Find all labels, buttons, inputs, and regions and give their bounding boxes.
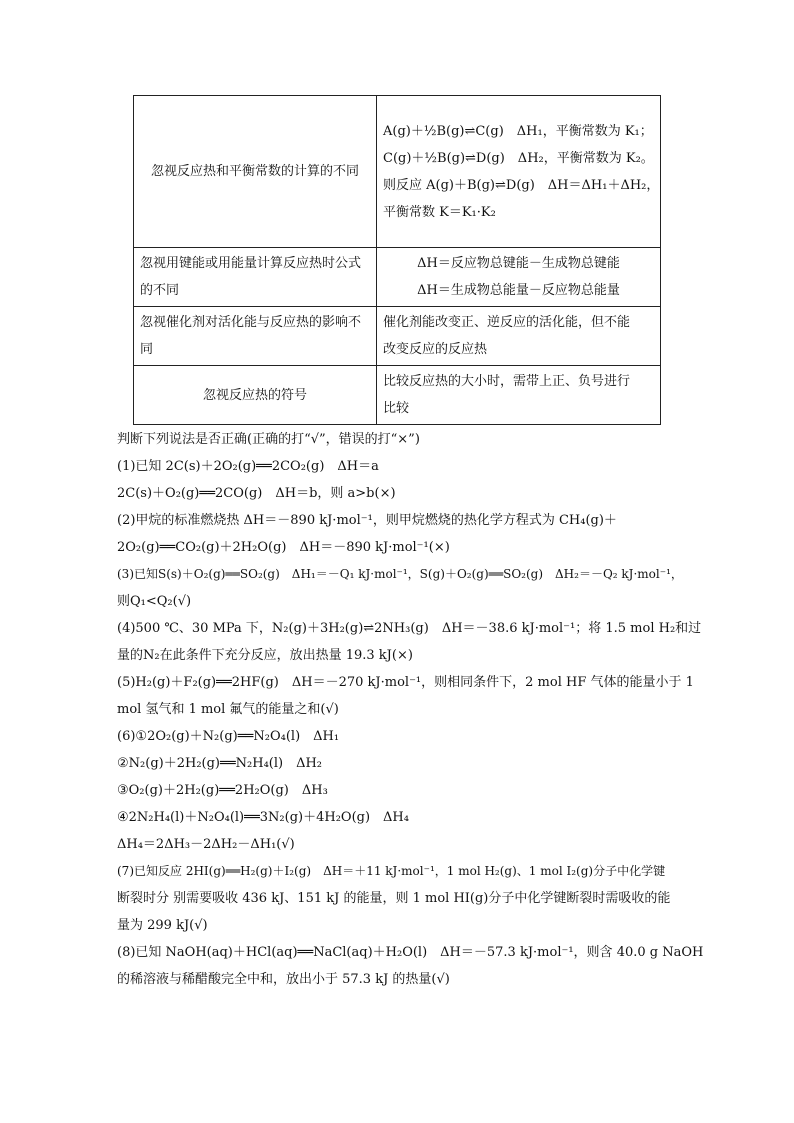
table-cell-pitfall: 忽视反应热的符号: [134, 366, 377, 425]
question-line: (4)500 ℃、30 MPa 下，N₂(g)＋3H₂(g)⇌2NH₃(g) ΔH＝－38.6 kJ·mol⁻¹；将 1.5 mol H₂和过: [117, 621, 702, 636]
question-line: (5)H₂(g)＋F₂(g)══2HF(g) ΔH＝－270 kJ·mol⁻¹，则相同条件下，2 mol HF 气体的能量小于 1: [117, 675, 694, 690]
question-line: (6)①2O₂(g)＋N₂(g)══N₂O₄(l) ΔH₁: [117, 729, 340, 744]
question-line: 量的N₂在此条件下充分反应，放出热量 19.3 kJ(×): [117, 648, 413, 663]
question-line: (8)已知 NaOH(aq)＋HCl(aq)══NaCl(aq)＋H₂O(l) ΔH＝－57.3 kJ·mol⁻¹，则含 40.0 g NaOH: [117, 945, 704, 960]
explanation-line: 比较反应热的大小时，需带上正、负号进行: [383, 374, 631, 389]
explanation-line: A(g)＋½B(g)⇌C(g) ΔH₁，平衡常数为 K₁；: [383, 123, 653, 139]
table-cell-pitfall: 忽视用键能或用能量计算反应热时公式的不同: [134, 248, 377, 307]
question-line: (3)已知S(s)＋O₂(g)══SO₂(g) ΔH₁＝－Q₁ kJ·mol⁻¹，S(g)＋O₂(g)══SO₂(g) ΔH₂＝－Q₂ kJ·mol⁻¹，: [117, 567, 683, 581]
explanation-line: ΔH＝反应物总键能－生成物总键能: [417, 256, 620, 271]
question-line: ④2N₂H₄(l)＋N₂O₄(l)══3N₂(g)＋4H₂O(g) ΔH₄: [117, 810, 409, 825]
question-line: 2O₂(g)══CO₂(g)＋2H₂O(g) ΔH＝－890 kJ·mol⁻¹(×): [117, 540, 450, 555]
judgement-questions: [117, 426, 704, 993]
question-line: ③O₂(g)＋2H₂(g)══2H₂O(g) ΔH₃: [117, 783, 328, 798]
table-row: [134, 96, 661, 248]
explanation-line: 则反应 A(g)＋B(g)⇌D(g) ΔH＝ΔH₁＋ΔH₂，: [383, 177, 660, 193]
table-cell-explanation: [377, 96, 661, 248]
question-line: 量为 299 kJ(√): [117, 918, 208, 933]
explanation-line: 催化剂能改变正、逆反应的活化能，但不能: [383, 315, 631, 330]
explanation-line: 比较: [383, 401, 410, 416]
question-line: (7)已知反应 2HI(g)══H₂(g)＋I₂(g) ΔH＝＋11 kJ·mol⁻¹，1 mol H₂(g)、1 mol I₂(g)分子中化学键: [117, 864, 666, 878]
question-line: (1)已知 2C(s)＋2O₂(g)══2CO₂(g) ΔH＝a: [117, 459, 379, 474]
question-line: 的稀溶液与稀醋酸完全中和，放出小于 57.3 kJ 的热量(√): [117, 972, 450, 987]
table-cell-pitfall: 忽视反应热和平衡常数的计算的不同: [134, 96, 377, 248]
explanation-line: 平衡常数 K＝K₁·K₂: [383, 204, 496, 220]
question-line: mol 氢气和 1 mol 氟气的能量之和(√): [117, 702, 339, 717]
explanation-line: C(g)＋½B(g)⇌D(g) ΔH₂，平衡常数为 K₂。: [383, 150, 654, 166]
question-line: 断裂时分 别需要吸收 436 kJ、151 kJ 的能量，则 1 mol HI(g)分子中化学键断裂时需吸收的能: [117, 891, 671, 906]
table-row: [134, 366, 661, 425]
table-cell-explanation: [377, 248, 661, 307]
table-row: [134, 248, 661, 307]
question-line: 2C(s)＋O₂(g)══2CO(g) ΔH＝b，则 a>b(×): [117, 486, 396, 501]
question-line: ②N₂(g)＋2H₂(g)══N₂H₄(l) ΔH₂: [117, 756, 323, 771]
question-line: ΔH₄＝2ΔH₃－2ΔH₂－ΔH₁(√): [117, 837, 295, 852]
questions-intro: 判断下列说法是否正确(正确的打“√”，错误的打“×”): [117, 432, 420, 447]
table-cell-explanation: [377, 307, 661, 366]
pitfalls-table: [133, 95, 661, 425]
question-line: 则Q₁<Q₂(√): [117, 594, 192, 609]
table-cell-pitfall: 忽视催化剂对活化能与反应热的影响不同: [134, 307, 377, 366]
table-cell-explanation: [377, 366, 661, 425]
question-line: (2)甲烷的标准燃烧热 ΔH＝－890 kJ·mol⁻¹，则甲烷燃烧的热化学方程式为 CH₄(g)＋: [117, 513, 617, 528]
explanation-line: ΔH＝生成物总能量－反应物总能量: [417, 283, 620, 298]
table-row: [134, 307, 661, 366]
explanation-line: 改变反应的反应热: [383, 342, 488, 357]
